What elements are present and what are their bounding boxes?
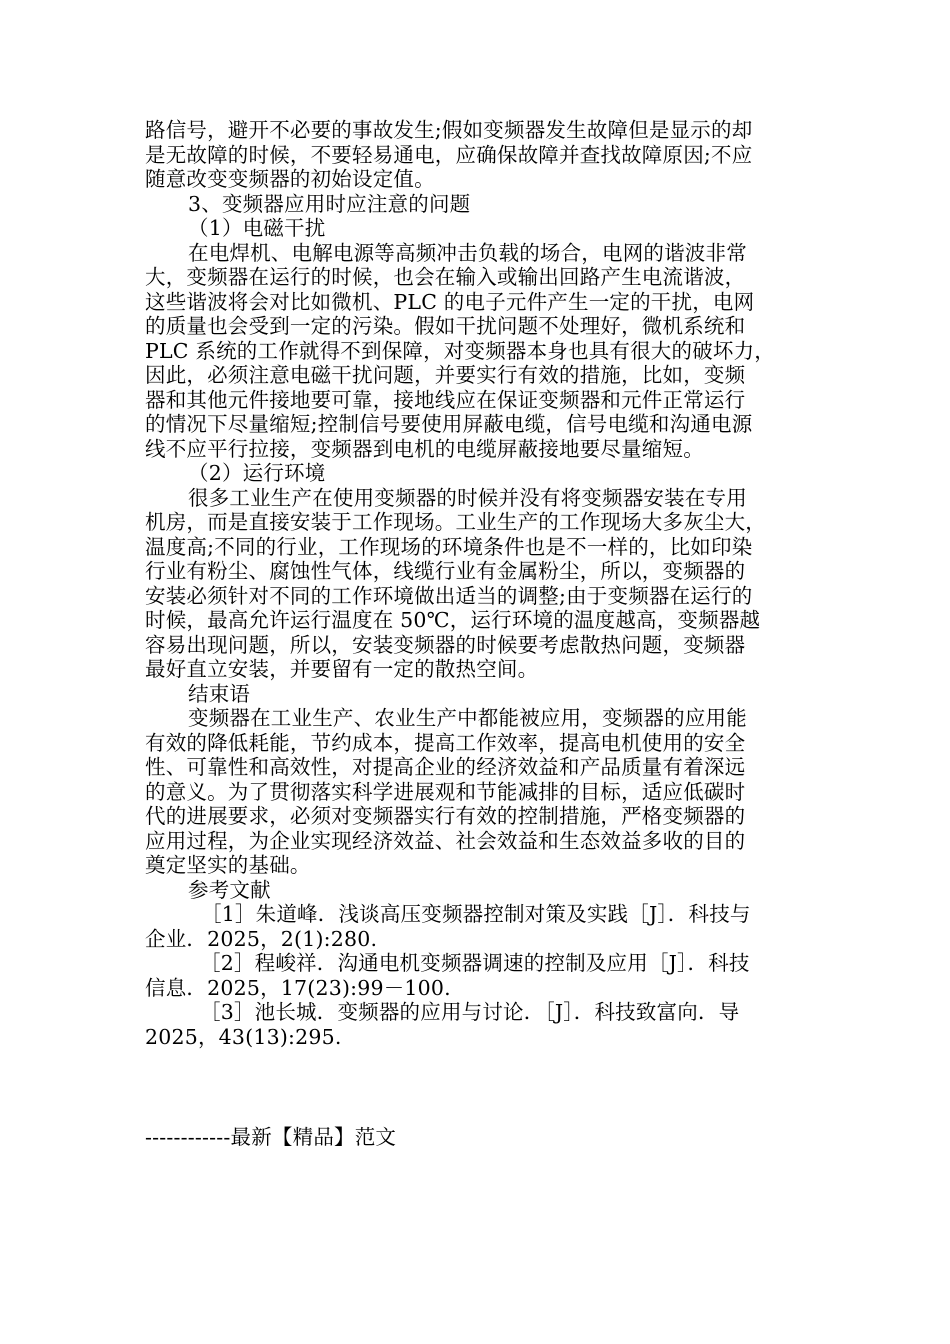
- text-line: 应用过程，为企业实现经济效益、社会效益和生态效益多收的目的: [145, 828, 746, 853]
- text-line: 代的进展要求，必须对变频器实行有效的控制措施，严格变频器的: [145, 804, 746, 828]
- text-line: 的情况下尽量缩短;控制信号要使用屏蔽电缆，信号电缆和沟通电源: [145, 412, 753, 436]
- text-line: 这些谐波将会对比如微机、PLC 的电子元件产生一定的干扰，电网: [145, 289, 755, 314]
- section-heading: 参考文献: [188, 877, 271, 902]
- text-line: 性、可靠性和高效性，对提高企业的经济效益和产品质量有着深远: [145, 755, 746, 779]
- text-line: 线不应平行拉接，变频器到电机的电缆屏蔽接地要尽量缩短。: [145, 436, 704, 461]
- reference-item: ［3］池长城．变频器的应用与讨论．［J］．科技致富向．导: [200, 1000, 740, 1024]
- text-line: 大，变频器在运行的时候，也会在输入或输出回路产生电流谐波，: [145, 265, 746, 289]
- text-line: 机房，而是直接安装于工作现场。工业生产的工作现场大多灰尘大，: [145, 510, 766, 534]
- paragraph-first-line: 很多工业生产在使用变频器的时候并没有将变频器安装在专用: [188, 485, 747, 510]
- text-line: 是无故障的时候，不要轻易通电，应确保故障并查找故障原因;不应: [145, 142, 753, 167]
- reference-continuation: 信息．2025，17(23):99－100.: [145, 975, 451, 1000]
- section-heading: 结束语: [188, 681, 251, 706]
- reference-continuation: 企业．2025，2(1):280.: [145, 926, 378, 951]
- text-line: 行业有粉尘、腐蚀性气体，线缆行业有金属粉尘，所以，变频器的: [145, 559, 746, 583]
- subsection-heading: （1）电磁干扰: [188, 216, 326, 240]
- text-line: PLC 系统的工作就得不到保障，对变频器本身也具有很大的破坏力，: [145, 338, 776, 363]
- text-line: 奠定坚实的基础。: [145, 853, 311, 877]
- text-line: 因此，必须注意电磁干扰问题，并要实行有效的措施，比如，变频: [145, 363, 746, 387]
- text-line: 有效的降低耗能，节约成本，提高工作效率，提高电机使用的安全: [145, 730, 746, 755]
- paragraph-first-line: 变频器在工业生产、农业生产中都能被应用，变频器的应用能: [188, 706, 747, 730]
- text-line: 随意改变变频器的初始设定值。: [145, 167, 435, 191]
- text-line: 最好直立安装，并要留有一定的散热空间。: [145, 657, 539, 681]
- text-line: 容易出现问题，所以，安装变频器的时候要考虑散热问题，变频器: [145, 632, 746, 657]
- text-line: 的质量也会受到一定的污染。假如干扰问题不处理好，微机系统和: [145, 314, 746, 338]
- paragraph-first-line: 在电焊机、电解电源等高频冲击负载的场合，电网的谐波非常: [188, 240, 747, 265]
- text-line: 路信号，避开不必要的事故发生;假如变频器发生故障但是显示的却: [145, 118, 753, 142]
- text-line: 器和其他元件接地要可靠，接地线应在保证变频器和元件正常运行: [145, 387, 746, 412]
- reference-item: ［2］程峻祥．沟通电机变频器调速的控制及应用［J］．科技: [200, 951, 750, 975]
- text-line: 温度高;不同的行业，工作现场的环境条件也是不一样的，比如印染: [145, 534, 753, 559]
- document-body: [145, 118, 800, 1049]
- text-line: 的意义。为了贯彻落实科学进展观和节能减排的目标，适应低碳时: [145, 779, 746, 804]
- section-heading: 3、变频器应用时应注意的问题: [188, 191, 471, 216]
- reference-item: ［1］朱道峰．浅谈高压变频器控制对策及实践［J］．科技与: [201, 902, 751, 926]
- reference-continuation: 2025，43(13):295.: [145, 1024, 342, 1049]
- subsection-heading: （2）运行环境: [188, 461, 326, 485]
- text-line: 时候，最高允许运行温度在 50℃，运行环境的温度越高，变频器越: [145, 608, 761, 632]
- text-line: 安装必须针对不同的工作环境做出适当的调整;由于变频器在运行的: [145, 583, 753, 608]
- footer-text: ------------最新【精品】范文: [145, 1125, 397, 1149]
